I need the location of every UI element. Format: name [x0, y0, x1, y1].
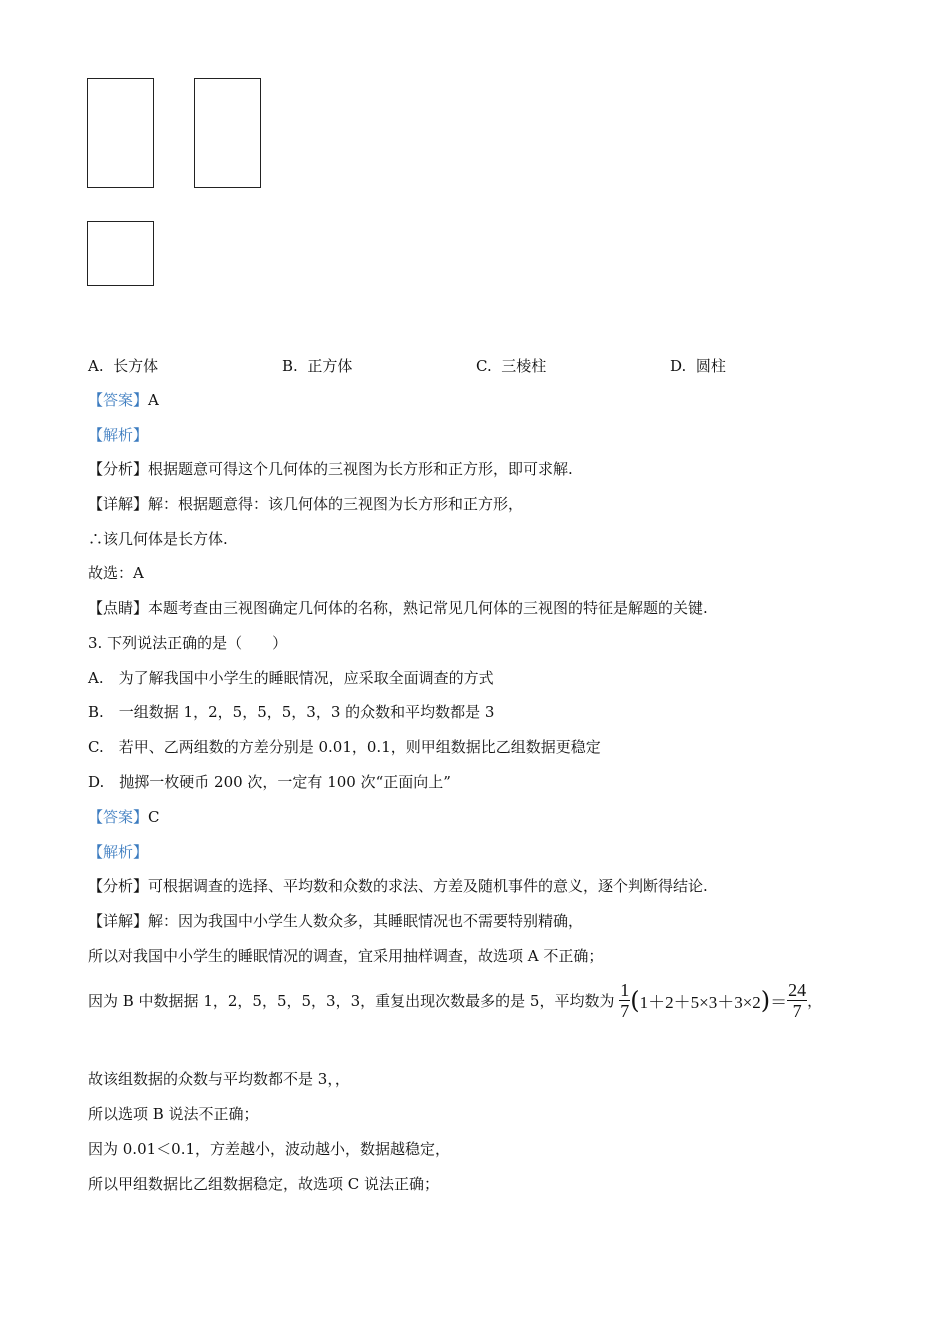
fenxi-text: 可根据调查的选择、平均数和众数的求法、方差及随机事件的意义，逐个判断得结论. [148, 877, 708, 895]
xiangjie-tag: 【详解】 [88, 495, 149, 513]
option-b-label: B. [282, 357, 298, 375]
q3-option-d: D. 抛掷一枚硬币 200 次，一定有 100 次“正面向上” [88, 773, 451, 791]
q3-line-c2: 所以甲组数据比乙组数据稳定，故选项 C 说法正确； [88, 1175, 440, 1193]
fenxi-text: 根据题意可得这个几何体的三视图为长方形和正方形，即可求解. [148, 460, 573, 478]
q3-stem: 3. 下列说法正确的是（ ） [88, 634, 288, 652]
answer-value: A [148, 391, 159, 409]
q3-line-b-with-formula [88, 980, 822, 1021]
xiangjie-text: 解：因为我国中小学生人数众多，其睡眠情况也不需要特别精确， [148, 912, 584, 930]
fraction-numerator: 1 [620, 980, 630, 1000]
formula-trailing-comma: ， [807, 992, 823, 1010]
q3-line-b2: 故该组数据的众数与平均数都不是 3，， [88, 1070, 350, 1088]
front-view-rectangle [87, 78, 154, 188]
q3-line-b-text: 因为 B 中数据据 1，2，5，5，5，3，3，重复出现次数最多的是 5，平均数为 [88, 992, 615, 1010]
q3-fenxi [88, 876, 708, 896]
dianjing-tag: 【点睛】 [88, 599, 149, 617]
q2-xiangjie [88, 494, 523, 514]
option-d-label: D. [670, 357, 687, 375]
xiangjie-tag: 【详解】 [88, 912, 149, 930]
right-paren: ) [760, 986, 771, 1015]
q3-line-b3: 所以选项 B 说法不正确； [88, 1105, 259, 1123]
formula-expression: 1＋2＋5×3＋3×2 [639, 993, 761, 1012]
option-d [670, 356, 726, 376]
q2-analysis-heading [88, 425, 148, 445]
option-a-label: A. [88, 357, 104, 375]
fraction-denominator: 7 [787, 1000, 807, 1021]
q2-choose: 故选：A [88, 564, 144, 582]
q3-option-c: C. 若甲、乙两组数的方差分别是 0.01，0.1，则甲组数据比乙组数据更稳定 [88, 738, 601, 756]
xiangjie-text: 解：根据题意得：该几何体的三视图为长方形和正方形， [148, 495, 524, 513]
analysis-tag: 【解析】 [88, 426, 149, 444]
fraction-result [787, 980, 807, 1021]
option-a [88, 356, 158, 376]
q2-dianjing [88, 598, 708, 618]
dianjing-text: 本题考查由三视图确定几何体的名称，熟记常见几何体的三视图的特征是解题的关键. [148, 599, 708, 617]
q3-analysis-heading [88, 842, 148, 862]
left-paren: ( [630, 986, 640, 1015]
formula-equals: ＝ [770, 993, 788, 1012]
fraction-numerator: 24 [788, 980, 807, 1000]
answer-tag: 【答案】 [88, 808, 149, 826]
answer-value: C [148, 808, 160, 826]
option-c-text: 三棱柱 [501, 357, 547, 375]
fraction-one-seventh [619, 980, 630, 1021]
option-b [282, 356, 352, 376]
fenxi-tag: 【分析】 [88, 460, 149, 478]
answer-tag: 【答案】 [88, 391, 149, 409]
q3-option-a: A. 为了解我国中小学生的睡眠情况，应采取全面调查的方式 [88, 669, 494, 687]
q3-line-a: 所以对我国中小学生的睡眠情况的调查，宜采用抽样调查，故选项 A 不正确； [88, 947, 604, 965]
option-c [476, 356, 546, 376]
side-view-rectangle [194, 78, 261, 188]
option-a-text: 长方体 [113, 357, 159, 375]
q3-option-b: B. 一组数据 1，2，5，5，5，3，3 的众数和平均数都是 3 [88, 703, 495, 721]
q2-answer [88, 390, 159, 410]
top-view-square [87, 221, 154, 286]
option-c-label: C. [476, 357, 492, 375]
q3-xiangjie [88, 911, 583, 931]
q2-conclusion: ∴该几何体是长方体. [88, 530, 228, 548]
option-d-text: 圆柱 [695, 357, 726, 375]
q2-fenxi [88, 459, 573, 479]
option-b-text: 正方体 [307, 357, 353, 375]
fenxi-tag: 【分析】 [88, 877, 149, 895]
fraction-denominator: 7 [620, 1001, 630, 1021]
q3-answer [88, 807, 160, 827]
analysis-tag: 【解析】 [88, 843, 149, 861]
q3-line-c1: 因为 0.01＜0.1，方差越小，波动越小，数据越稳定， [88, 1140, 451, 1158]
